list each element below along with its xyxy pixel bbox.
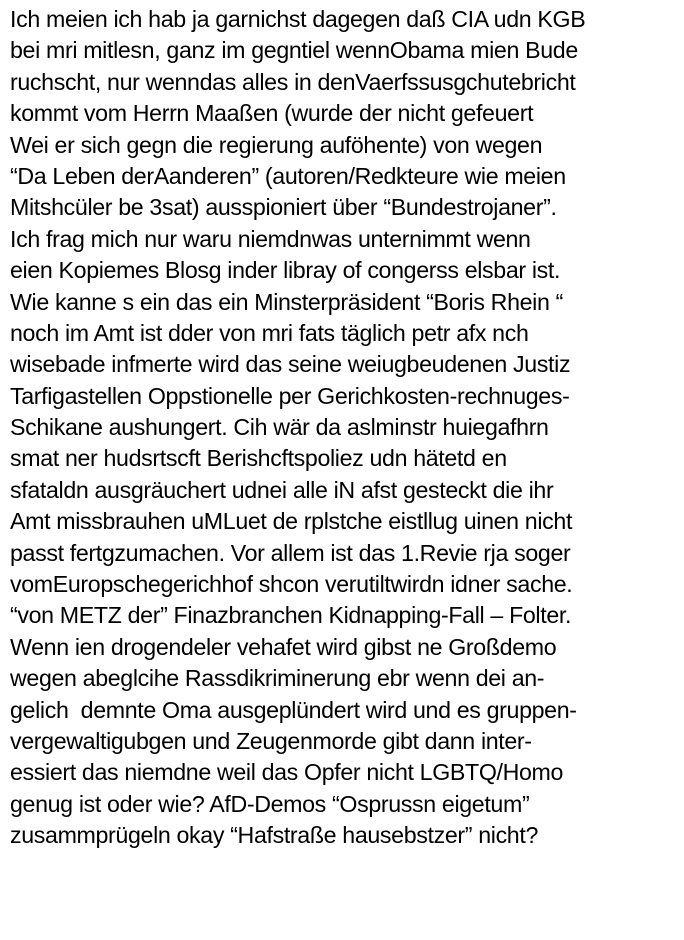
- text-block: [10, 4, 682, 852]
- text-line: Mitshcüler be 3sat) ausspioniert über “Bundestrojaner”.: [10, 194, 557, 221]
- text-line: wisebade infmerte wird das seine weiugbeudenen Justiz: [10, 351, 571, 378]
- text-line: “Da Leben derAanderen” (autoren/Redkteure wie meien: [10, 162, 566, 189]
- text-line: passt fertgzumachen. Vor allem ist das 1.Revie rja soger: [10, 539, 571, 566]
- text-line: smat ner hudsrtscft Berishcftspoliez udn hätetd en: [10, 445, 507, 472]
- text-line: genug ist oder wie? AfD-Demos “Osprussn eigetum”: [10, 790, 530, 817]
- text-line: Wie kanne s ein das ein Minsterpräsident “Boris Rhein “: [10, 288, 563, 315]
- text-line: kommt vom Herrn Maaßen (wurde der nicht gefeuert: [10, 100, 534, 127]
- text-line: Schikane aushungert. Cih wär da aslminstr huiegafhrn: [10, 414, 549, 441]
- text-line: “von METZ der” Finazbranchen Kidnapping-Fall – Folter.: [10, 602, 572, 629]
- text-line: essiert das niemdne weil das Opfer nicht LGBTQ/Homo: [10, 759, 564, 786]
- text-line: zusammprügeln okay “Hafstraße hausebstzer” nicht?: [10, 822, 538, 849]
- text-line: vomEuropschegerichhof shcon verutiltwirdn idner sache.: [10, 571, 573, 598]
- text-line: eien Kopiemes Blosg inder libray of congerss elsbar ist.: [10, 257, 561, 284]
- text-line: noch im Amt ist dder von mri fats täglich petr afx nch: [10, 319, 529, 346]
- text-line: Wei er sich gegn die regierung auföhente) von wegen: [10, 131, 543, 158]
- text-line: vergewaltigubgen und Zeugenmorde gibt dann inter-: [10, 727, 532, 754]
- text-line: Ich frag mich nur waru niemdnwas unternimmt wenn: [10, 225, 531, 252]
- text-line: gelich demnte Oma ausgeplündert wird und es gruppen-: [10, 696, 577, 723]
- text-line: wegen abeglcihe Rassdikriminerung ebr wenn dei an-: [10, 665, 545, 692]
- text-line: Amt missbrauhen uMLuet de rplstche eistllug uinen nicht: [10, 508, 573, 535]
- text-line: Wenn ien drogendeler vehafet wird gibst ne Großdemo: [10, 633, 557, 660]
- text-line: bei mri mitlesn, ganz im gegntiel wennObama mien Bude: [10, 37, 578, 64]
- text-line: Tarfigastellen Oppstionelle per Gerichkosten-rechnuges-: [10, 382, 570, 409]
- text-line: sfataldn ausgräuchert udnei alle iN afst gesteckt die ihr: [10, 476, 554, 503]
- text-line: ruchscht, nur wenndas alles in denVaerfssusgchutebricht: [10, 68, 576, 95]
- text-line: Ich meien ich hab ja garnichst dagegen daß CIA udn KGB: [10, 6, 586, 32]
